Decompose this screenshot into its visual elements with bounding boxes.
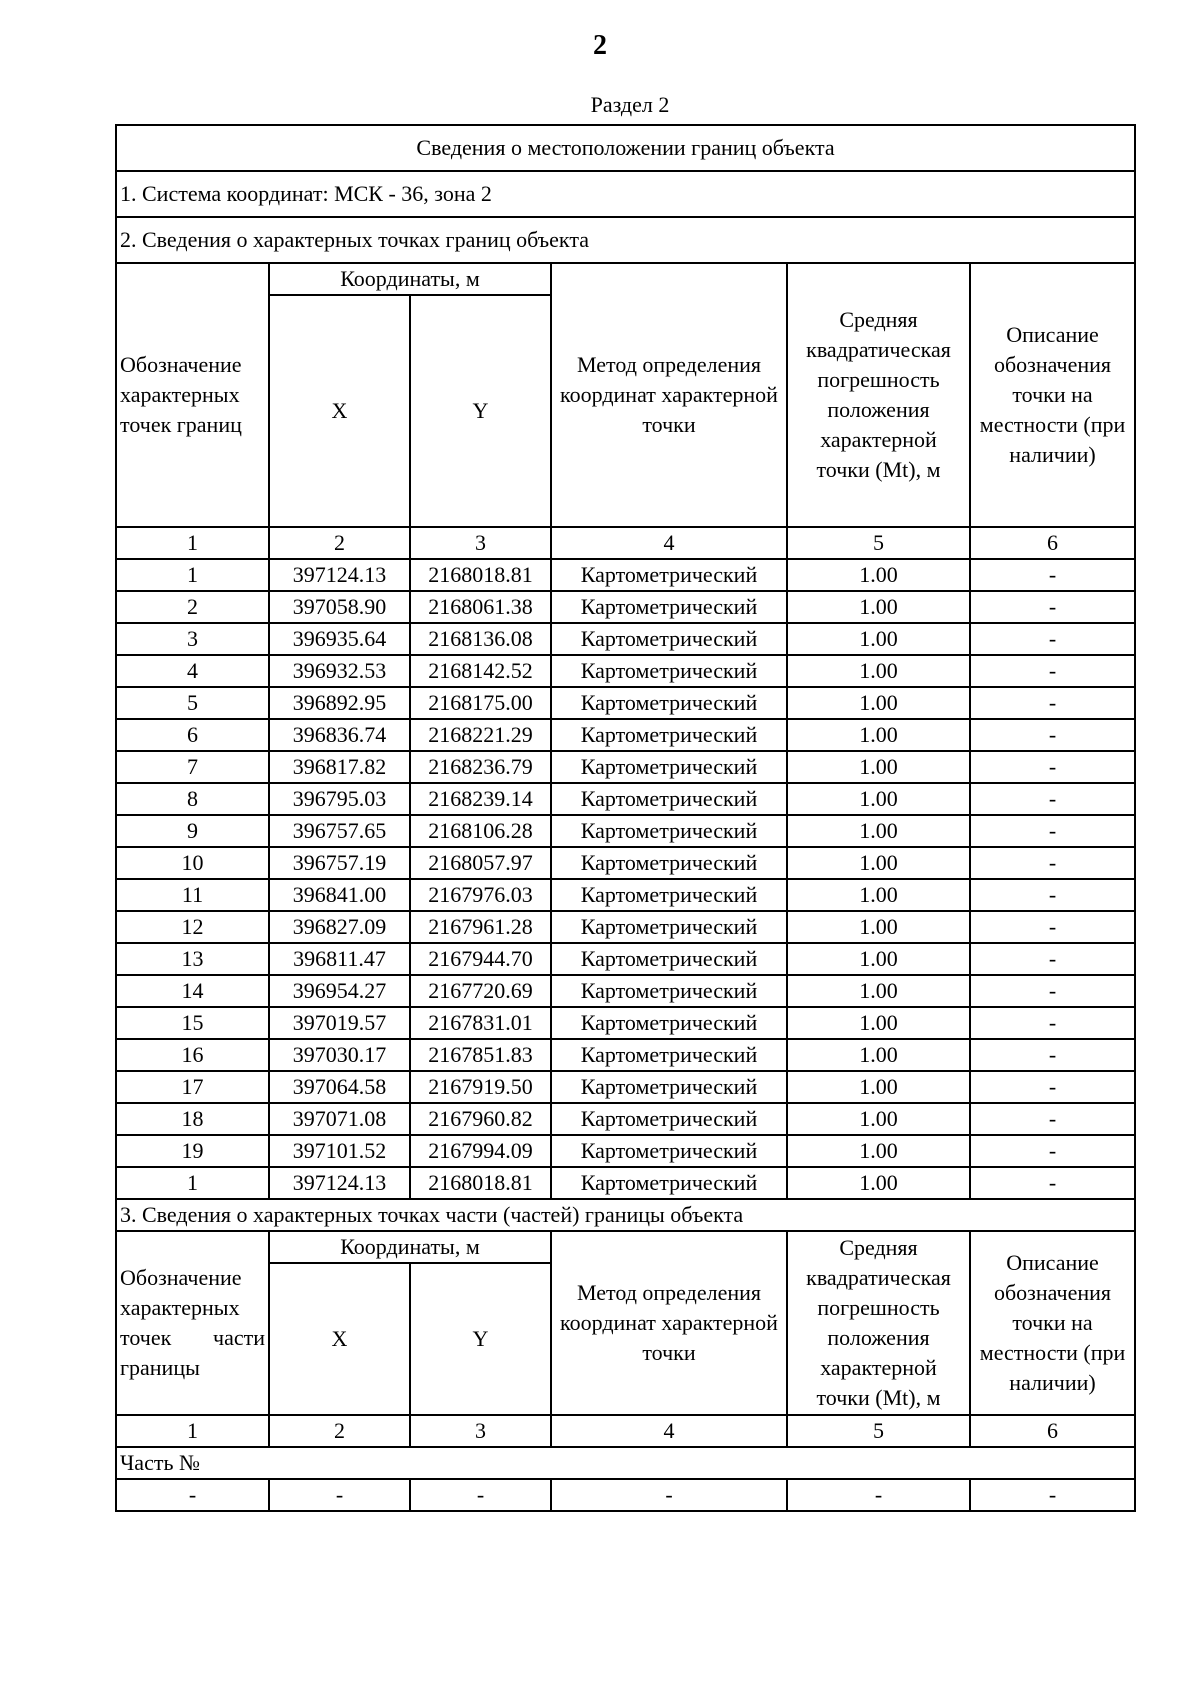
header-coords: Координаты, м <box>269 263 551 295</box>
method-cell: Картометрический <box>551 751 787 783</box>
col-number: 2 <box>269 527 410 559</box>
col-number: 1 <box>116 527 269 559</box>
error-cell: 1.00 <box>787 751 970 783</box>
coord-y: 2167960.82 <box>410 1103 551 1135</box>
description-cell: - <box>970 847 1135 879</box>
header2-point-id: Обозначение характерных точек части границы <box>116 1231 269 1415</box>
table-row <box>116 1007 1135 1039</box>
coord-x: 397124.13 <box>269 1167 410 1199</box>
coord-x: 396827.09 <box>269 911 410 943</box>
point-number: 8 <box>116 783 269 815</box>
description-cell: - <box>970 719 1135 751</box>
coord-y: 2168239.14 <box>410 783 551 815</box>
coord-y: 2168057.97 <box>410 847 551 879</box>
method-cell: Картометрический <box>551 1071 787 1103</box>
table-row <box>116 879 1135 911</box>
col-number: 6 <box>970 527 1135 559</box>
table-row <box>116 783 1135 815</box>
part-cell: - <box>970 1479 1135 1511</box>
method-cell: Картометрический <box>551 623 787 655</box>
header2-x: X <box>269 1263 410 1415</box>
parts-heading: 3. Сведения о характерных точках части (частей) границы объекта <box>116 1199 1135 1231</box>
description-cell: - <box>970 879 1135 911</box>
table-row <box>116 591 1135 623</box>
description-cell: - <box>970 911 1135 943</box>
point-number: 3 <box>116 623 269 655</box>
coord-y: 2168106.28 <box>410 815 551 847</box>
col-number: 4 <box>551 527 787 559</box>
error-cell: 1.00 <box>787 1007 970 1039</box>
table-row <box>116 1479 1135 1511</box>
coord-x: 396935.64 <box>269 623 410 655</box>
coord-x: 396954.27 <box>269 975 410 1007</box>
col-number: 3 <box>410 1415 551 1447</box>
error-cell: 1.00 <box>787 943 970 975</box>
table-row <box>116 1135 1135 1167</box>
method-cell: Картометрический <box>551 975 787 1007</box>
table-title: Сведения о местоположении границ объекта <box>116 125 1135 171</box>
error-cell: 1.00 <box>787 1103 970 1135</box>
method-cell: Картометрический <box>551 911 787 943</box>
coord-x: 396892.95 <box>269 687 410 719</box>
table-row <box>116 911 1135 943</box>
table-row <box>116 559 1135 591</box>
coord-y: 2167976.03 <box>410 879 551 911</box>
table-row <box>116 687 1135 719</box>
coord-x: 396841.00 <box>269 879 410 911</box>
coord-y: 2168061.38 <box>410 591 551 623</box>
coord-y: 2168142.52 <box>410 655 551 687</box>
error-cell: 1.00 <box>787 815 970 847</box>
description-cell: - <box>970 687 1135 719</box>
boundary-table <box>115 124 1136 1512</box>
table-row <box>116 623 1135 655</box>
coord-x: 396757.65 <box>269 815 410 847</box>
coord-x: 397124.13 <box>269 559 410 591</box>
col-number: 4 <box>551 1415 787 1447</box>
point-number: 17 <box>116 1071 269 1103</box>
header2-y: Y <box>410 1263 551 1415</box>
coord-system: 1. Система координат: МСК - 36, зона 2 <box>116 171 1135 217</box>
part-cell: - <box>787 1479 970 1511</box>
coord-y: 2167994.09 <box>410 1135 551 1167</box>
method-cell: Картометрический <box>551 879 787 911</box>
coord-x: 396817.82 <box>269 751 410 783</box>
point-number: 19 <box>116 1135 269 1167</box>
method-cell: Картометрический <box>551 1039 787 1071</box>
coord-x: 396757.19 <box>269 847 410 879</box>
table-row <box>116 751 1135 783</box>
col-number: 6 <box>970 1415 1135 1447</box>
coord-y: 2168018.81 <box>410 559 551 591</box>
coord-x: 397058.90 <box>269 591 410 623</box>
error-cell: 1.00 <box>787 687 970 719</box>
error-cell: 1.00 <box>787 911 970 943</box>
method-cell: Картометрический <box>551 847 787 879</box>
table-row <box>116 815 1135 847</box>
coord-x: 397064.58 <box>269 1071 410 1103</box>
coord-y: 2167919.50 <box>410 1071 551 1103</box>
col-number: 5 <box>787 527 970 559</box>
table-row <box>116 719 1135 751</box>
point-number: 6 <box>116 719 269 751</box>
description-cell: - <box>970 623 1135 655</box>
method-cell: Картометрический <box>551 719 787 751</box>
coord-y: 2168236.79 <box>410 751 551 783</box>
coord-y: 2168221.29 <box>410 719 551 751</box>
table-row <box>116 1167 1135 1199</box>
header-x: X <box>269 295 410 527</box>
method-cell: Картометрический <box>551 655 787 687</box>
description-cell: - <box>970 1103 1135 1135</box>
point-number: 9 <box>116 815 269 847</box>
header-method: Метод определения координат характерной точки <box>551 263 787 527</box>
col-number: 3 <box>410 527 551 559</box>
coord-y: 2168175.00 <box>410 687 551 719</box>
header-description: Описание обозначения точки на местности (при наличии) <box>970 263 1135 527</box>
table-row <box>116 943 1135 975</box>
col-number: 5 <box>787 1415 970 1447</box>
description-cell: - <box>970 1039 1135 1071</box>
page-number: 2 <box>593 30 607 61</box>
error-cell: 1.00 <box>787 783 970 815</box>
description-cell: - <box>970 751 1135 783</box>
error-cell: 1.00 <box>787 1039 970 1071</box>
header-error: Средняя квадратическая погрешность положения характерной точки (Mt), м <box>787 263 970 527</box>
point-number: 10 <box>116 847 269 879</box>
coord-x: 396811.47 <box>269 943 410 975</box>
coord-x: 397019.57 <box>269 1007 410 1039</box>
method-cell: Картометрический <box>551 559 787 591</box>
method-cell: Картометрический <box>551 943 787 975</box>
error-cell: 1.00 <box>787 1167 970 1199</box>
point-number: 15 <box>116 1007 269 1039</box>
header2-error: Средняя квадратическая погрешность положения характерной точки (Mt), м <box>787 1231 970 1415</box>
header2-method: Метод определения координат характерной точки <box>551 1231 787 1415</box>
point-number: 16 <box>116 1039 269 1071</box>
method-cell: Картометрический <box>551 1167 787 1199</box>
point-number: 5 <box>116 687 269 719</box>
part-label: Часть № <box>116 1447 1135 1479</box>
table-row <box>116 975 1135 1007</box>
error-cell: 1.00 <box>787 591 970 623</box>
section-title: Раздел 2 <box>590 92 670 117</box>
part-cell: - <box>116 1479 269 1511</box>
coord-x: 396795.03 <box>269 783 410 815</box>
points-heading: 2. Сведения о характерных точках границ объекта <box>116 217 1135 263</box>
description-cell: - <box>970 559 1135 591</box>
method-cell: Картометрический <box>551 783 787 815</box>
coord-y: 2167961.28 <box>410 911 551 943</box>
error-cell: 1.00 <box>787 719 970 751</box>
table-row <box>116 1039 1135 1071</box>
point-number: 7 <box>116 751 269 783</box>
header-y: Y <box>410 295 551 527</box>
method-cell: Картометрический <box>551 1135 787 1167</box>
description-cell: - <box>970 975 1135 1007</box>
col-number: 1 <box>116 1415 269 1447</box>
coord-y: 2167944.70 <box>410 943 551 975</box>
header-point-id: Обозначение характерных точек границ <box>116 263 269 527</box>
error-cell: 1.00 <box>787 879 970 911</box>
error-cell: 1.00 <box>787 1135 970 1167</box>
description-cell: - <box>970 1071 1135 1103</box>
table-row <box>116 655 1135 687</box>
description-cell: - <box>970 655 1135 687</box>
method-cell: Картометрический <box>551 1103 787 1135</box>
method-cell: Картометрический <box>551 687 787 719</box>
header2-description: Описание обозначения точки на местности (при наличии) <box>970 1231 1135 1415</box>
part-cell: - <box>269 1479 410 1511</box>
coord-x: 397101.52 <box>269 1135 410 1167</box>
error-cell: 1.00 <box>787 975 970 1007</box>
description-cell: - <box>970 1167 1135 1199</box>
description-cell: - <box>970 815 1135 847</box>
coord-y: 2167720.69 <box>410 975 551 1007</box>
coord-x: 396836.74 <box>269 719 410 751</box>
coord-y: 2168136.08 <box>410 623 551 655</box>
coord-y: 2167851.83 <box>410 1039 551 1071</box>
error-cell: 1.00 <box>787 559 970 591</box>
coord-x: 397071.08 <box>269 1103 410 1135</box>
coord-y: 2167831.01 <box>410 1007 551 1039</box>
error-cell: 1.00 <box>787 623 970 655</box>
description-cell: - <box>970 1007 1135 1039</box>
description-cell: - <box>970 591 1135 623</box>
header2-coords: Координаты, м <box>269 1231 551 1263</box>
point-number: 18 <box>116 1103 269 1135</box>
coord-x: 396932.53 <box>269 655 410 687</box>
description-cell: - <box>970 1135 1135 1167</box>
point-number: 12 <box>116 911 269 943</box>
part-cell: - <box>551 1479 787 1511</box>
point-number: 14 <box>116 975 269 1007</box>
description-cell: - <box>970 783 1135 815</box>
table-row <box>116 847 1135 879</box>
error-cell: 1.00 <box>787 655 970 687</box>
table-row <box>116 1071 1135 1103</box>
method-cell: Картометрический <box>551 1007 787 1039</box>
point-number: 1 <box>116 559 269 591</box>
description-cell: - <box>970 943 1135 975</box>
point-number: 1 <box>116 1167 269 1199</box>
method-cell: Картометрический <box>551 815 787 847</box>
part-cell: - <box>410 1479 551 1511</box>
method-cell: Картометрический <box>551 591 787 623</box>
point-number: 13 <box>116 943 269 975</box>
column-numbers-row <box>116 527 1135 559</box>
error-cell: 1.00 <box>787 847 970 879</box>
point-number: 11 <box>116 879 269 911</box>
coord-y: 2168018.81 <box>410 1167 551 1199</box>
coord-x: 397030.17 <box>269 1039 410 1071</box>
table-row <box>116 1103 1135 1135</box>
point-number: 2 <box>116 591 269 623</box>
point-number: 4 <box>116 655 269 687</box>
col-number: 2 <box>269 1415 410 1447</box>
error-cell: 1.00 <box>787 1071 970 1103</box>
